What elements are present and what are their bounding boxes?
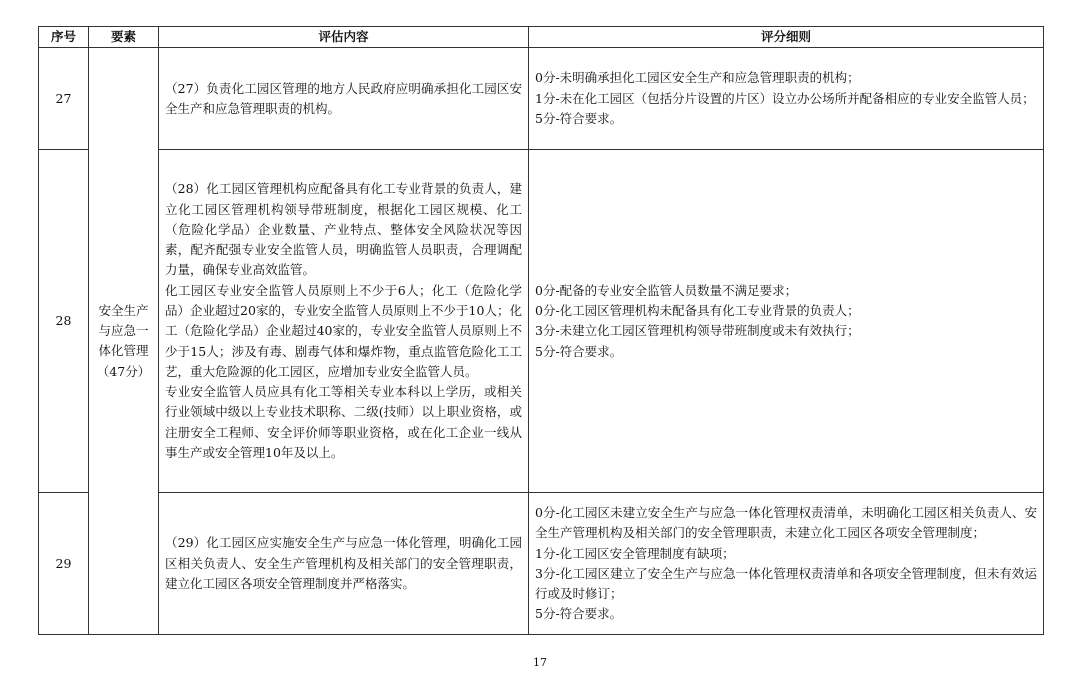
header-row bbox=[39, 27, 1044, 48]
header-seq: 序号 bbox=[39, 27, 89, 48]
rules-cell bbox=[529, 150, 1044, 493]
header-element: 要素 bbox=[89, 27, 159, 48]
rule-line: 5分-符合要求。 bbox=[535, 343, 623, 359]
table-row bbox=[39, 150, 1044, 493]
rule-line: 1分-未在化工园区（包括分片设置的片区）设立办公场所并配备相应的专业安全监管人员； bbox=[535, 90, 1035, 106]
content-paragraph: （27）负责化工园区管理的地方人民政府应明确承担化工园区安全生产和应急管理职责的机构。 bbox=[165, 80, 522, 116]
content-paragraph: 专业安全监管人员应具有化工等相关专业本科以上学历，或相关行业领域中级以上专业技术职称、二级(技师）以上职业资格，或注册安全工程师、安全评价师等职业资格，或在化工企业一线从事生产或安全管理10年及以上。 bbox=[165, 384, 522, 461]
header-content: 评估内容 bbox=[159, 27, 529, 48]
rule-line: 3分-化工园区建立了安全生产与应急一体化管理权责清单和各项安全管理制度，但未有效运行或及时修订； bbox=[535, 565, 1037, 602]
content-paragraph: 化工园区专业安全监管人员原则上不少于6人；化工（危险化学品）企业超过20家的，专业安全监管人员原则上不少于10人；化工（危险化学品）企业超过40家的，专业安全监管人员原则上不少于15人；涉及有毒、剧毒气体和爆炸物，重点监管危险化工工艺，重大危险源的化工园区，应增加专业安全监管人员。 bbox=[165, 282, 522, 379]
page-number: 17 bbox=[533, 656, 547, 669]
table-row bbox=[39, 493, 1044, 635]
rule-line: 0分-配备的专业安全监管人员数量不满足要求； bbox=[535, 282, 798, 298]
content-paragraph: （29）化工园区应实施安全生产与应急一体化管理，明确化工园区相关负责人、安全生产管理机构及相关部门的安全管理职责，建立化工园区各项安全管理制度并严格落实。 bbox=[165, 535, 522, 591]
rule-line: 3分-未建立化工园区管理机构领导带班制度或未有效执行； bbox=[535, 323, 860, 339]
row-number: 28 bbox=[39, 150, 89, 493]
rules-cell bbox=[529, 48, 1044, 150]
row-number: 27 bbox=[39, 48, 89, 150]
content-cell bbox=[159, 48, 529, 150]
table-row bbox=[39, 48, 1044, 150]
rule-line: 5分-符合要求。 bbox=[535, 606, 623, 622]
row-number: 29 bbox=[39, 493, 89, 635]
rule-line: 0分-化工园区管理机构未配备具有化工专业背景的负责人； bbox=[535, 303, 860, 318]
rule-line: 0分-化工园区未建立安全生产与应急一体化管理权责清单，未明确化工园区相关负责人、安全生产管理机构及相关部门的安全管理职责，未建立化工园区各项安全管理制度； bbox=[535, 504, 1037, 541]
rule-line: 5分-符合要求。 bbox=[535, 110, 623, 126]
content-paragraph: （28）化工园区管理机构应配备具有化工专业背景的负责人，建立化工园区管理机构领导带班制度，根据化工园区规模、化工（危险化学品）企业数量、产业特点、整体安全风险状况等因素，配齐配强专业安全监管人员，明确监管人员职责，合理调配力量，确保专业高效监管。 bbox=[165, 181, 522, 278]
element-cell: 安全生产与应急一体化管理（47分） bbox=[89, 48, 159, 635]
rule-line: 1分-化工园区安全管理制度有缺项； bbox=[535, 545, 735, 561]
content-cell bbox=[159, 493, 529, 635]
header-rules: 评分细则 bbox=[529, 27, 1044, 48]
content-cell bbox=[159, 150, 529, 493]
evaluation-table bbox=[38, 26, 1044, 635]
rules-cell bbox=[529, 493, 1044, 635]
rule-line: 0分-未明确承担化工园区安全生产和应急管理职责的机构； bbox=[535, 70, 860, 86]
